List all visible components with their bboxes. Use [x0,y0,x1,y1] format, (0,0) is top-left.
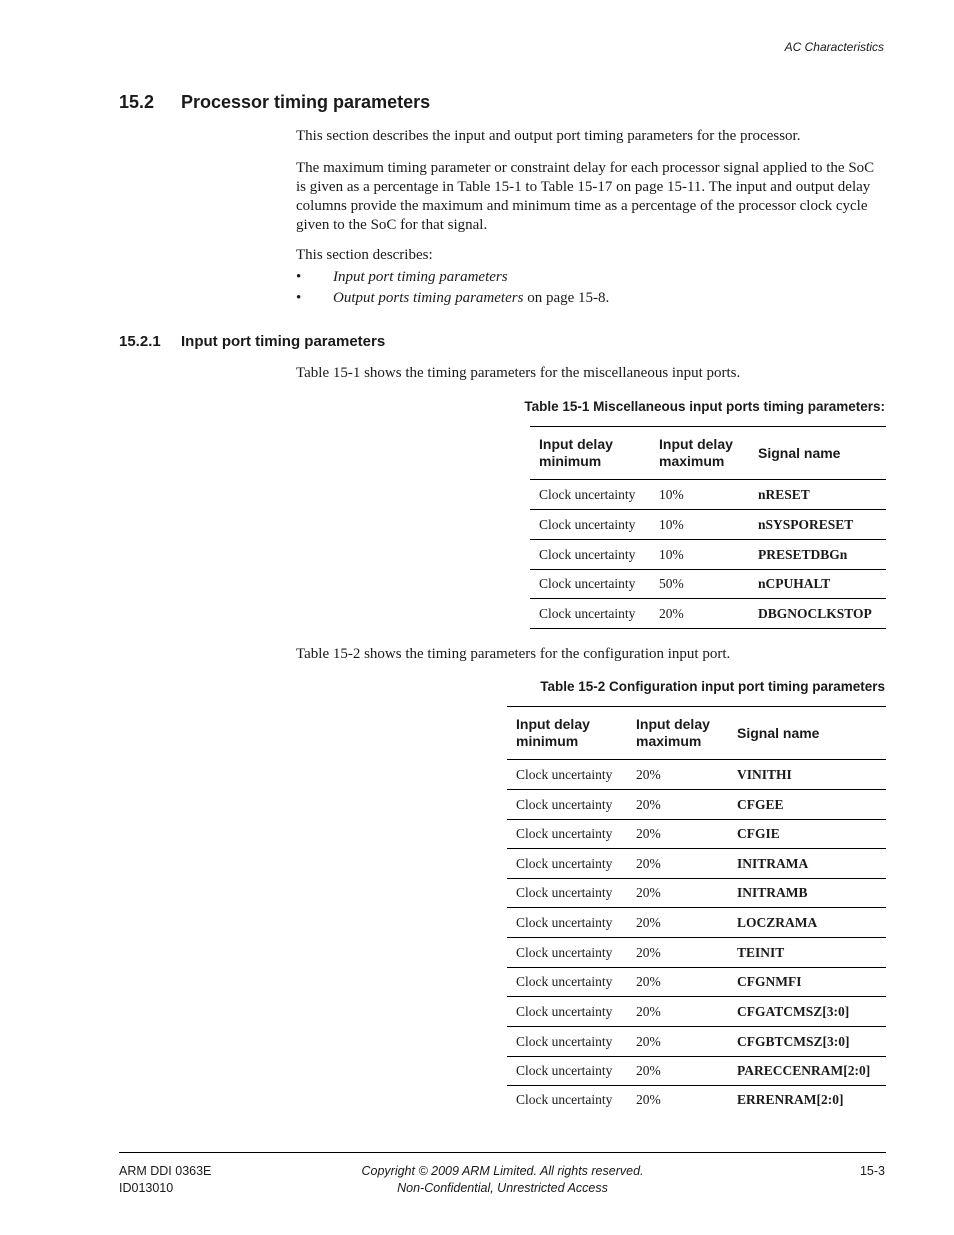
table-row: Clock uncertainty 20% PARECCENRAM[2:0] [507,1057,886,1086]
footer-rule [119,1152,886,1153]
column-header-max: Input delay maximum [650,427,749,480]
table-row: Clock uncertainty 10% nSYSPORESET [530,510,886,540]
signal-name: CFGBTCMSZ[3:0] [728,1027,886,1057]
paragraph-line: The maximum timing parameter or constraint delay for each processor signal applied to the SoC [296,160,875,176]
signal-name: LOCZRAMA [728,908,886,938]
table-row: Clock uncertainty 20% LOCZRAMA [507,908,886,938]
signal-name: INITRAMA [728,849,886,879]
table-row: Clock uncertainty 20% CFGNMFI [507,968,886,997]
column-header-max: Input delay maximum [627,707,728,760]
signal-name: VINITHI [728,760,886,790]
table-row: Clock uncertainty 20% CFGBTCMSZ[3:0] [507,1027,886,1057]
signal-name: PARECCENRAM[2:0] [728,1057,886,1086]
signal-name: CFGNMFI [728,968,886,997]
section-paragraph [296,159,874,235]
column-header-signal: Signal name [749,427,886,480]
table-row: Clock uncertainty 20% ERRENRAM[2:0] [507,1086,886,1115]
signal-name: CFGEE [728,790,886,820]
signal-name: ERRENRAM[2:0] [737,1092,844,1108]
signal-name: nSYSPORESET [749,510,886,540]
column-header-min: Input delay minimum [507,707,627,760]
table-row: Clock uncertainty 50% nCPUHALT [530,570,886,599]
table-row: Clock uncertainty 20% INITRAMA [507,849,886,879]
footer-access: Non-Confidential, Unrestricted Access [397,1181,608,1195]
table-row: Clock uncertainty 20% CFGATCMSZ[3:0] [507,997,886,1027]
signal-name: nRESET [749,480,886,510]
footer-doc-id: ARM DDI 0363E [119,1164,212,1178]
signal-name: TEINIT [728,938,886,968]
footer-center [300,1163,705,1197]
subsection-number: 15.2.1 [119,333,161,350]
column-header-min: Input delay minimum [530,427,650,480]
page-number: 15-3 [859,1164,885,1178]
paragraph-line: given to the SoC for that signal. [296,217,488,233]
signal-name: nCPUHALT [749,570,886,599]
link-output-ports-timing[interactable]: Output ports timing parameters [333,290,524,306]
bullet-item-output-ports: Output ports timing parameters on page 15-8. [333,290,610,306]
footer-copyright: Copyright © 2009 ARM Limited. All rights reserved. [361,1164,644,1178]
footer-doc-ids [119,1163,211,1197]
link-input-port-timing[interactable]: Input port timing parameters [333,269,508,285]
bullet-marker: • [296,269,302,285]
table-row: Clock uncertainty 20% TEINIT [507,938,886,968]
table-misc-input-ports [530,426,886,629]
table-row: Clock uncertainty 20% CFGIE [507,820,886,849]
table-header-row [507,707,886,760]
table1-intro: Table 15-1 shows the timing parameters for the miscellaneous input ports. [296,365,741,381]
section-intro: This section describes the input and output port timing parameters for the processor. [296,128,801,144]
section-number: 15.2 [119,92,155,112]
describes-lead: This section describes: [296,247,433,263]
column-header-signal: Signal name [728,707,886,760]
running-header: AC Characteristics [784,40,884,54]
subsection-title: Input port timing parameters [181,333,386,350]
table-row: Clock uncertainty 20% VINITHI [507,760,886,790]
section-title: Processor timing parameters [181,92,431,112]
table2-caption: Table 15-2 Configuration input port timing parameters [540,679,885,694]
table-row: Clock uncertainty 10% nRESET [530,480,886,510]
table-header-row [530,427,886,480]
signal-name: CFGATCMSZ[3:0] [728,997,886,1027]
signal-name: DBGNOCLKSTOP [749,599,886,629]
table-row: Clock uncertainty 20% INITRAMB [507,879,886,908]
signal-name: INITRAMB [728,879,886,908]
footer-release-id: ID013010 [119,1181,174,1195]
bullet-marker: • [296,290,302,306]
table-row: Clock uncertainty 20% CFGEE [507,790,886,820]
table-row: Clock uncertainty 10% PRESETDBGn [530,540,886,570]
signal-name: PRESETDBGn [749,540,886,570]
table2-intro: Table 15-2 shows the timing parameters for the configuration input port. [296,646,731,662]
table-row: Clock uncertainty 20% DBGNOCLKSTOP [530,599,886,629]
signal-name: CFGIE [728,820,886,849]
bullet-item-input-ports [333,268,508,287]
paragraph-line: is given as a percentage in Table 15-1 to Table 15-17 on page 15-11. The input and output delay [296,179,871,195]
table-config-input-port [507,706,886,1115]
paragraph-line: columns provide the maximum and minimum time as a percentage of the processor clock cycle [296,198,868,214]
table1-caption: Table 15-1 Miscellaneous input ports timing parameters: [524,399,885,414]
